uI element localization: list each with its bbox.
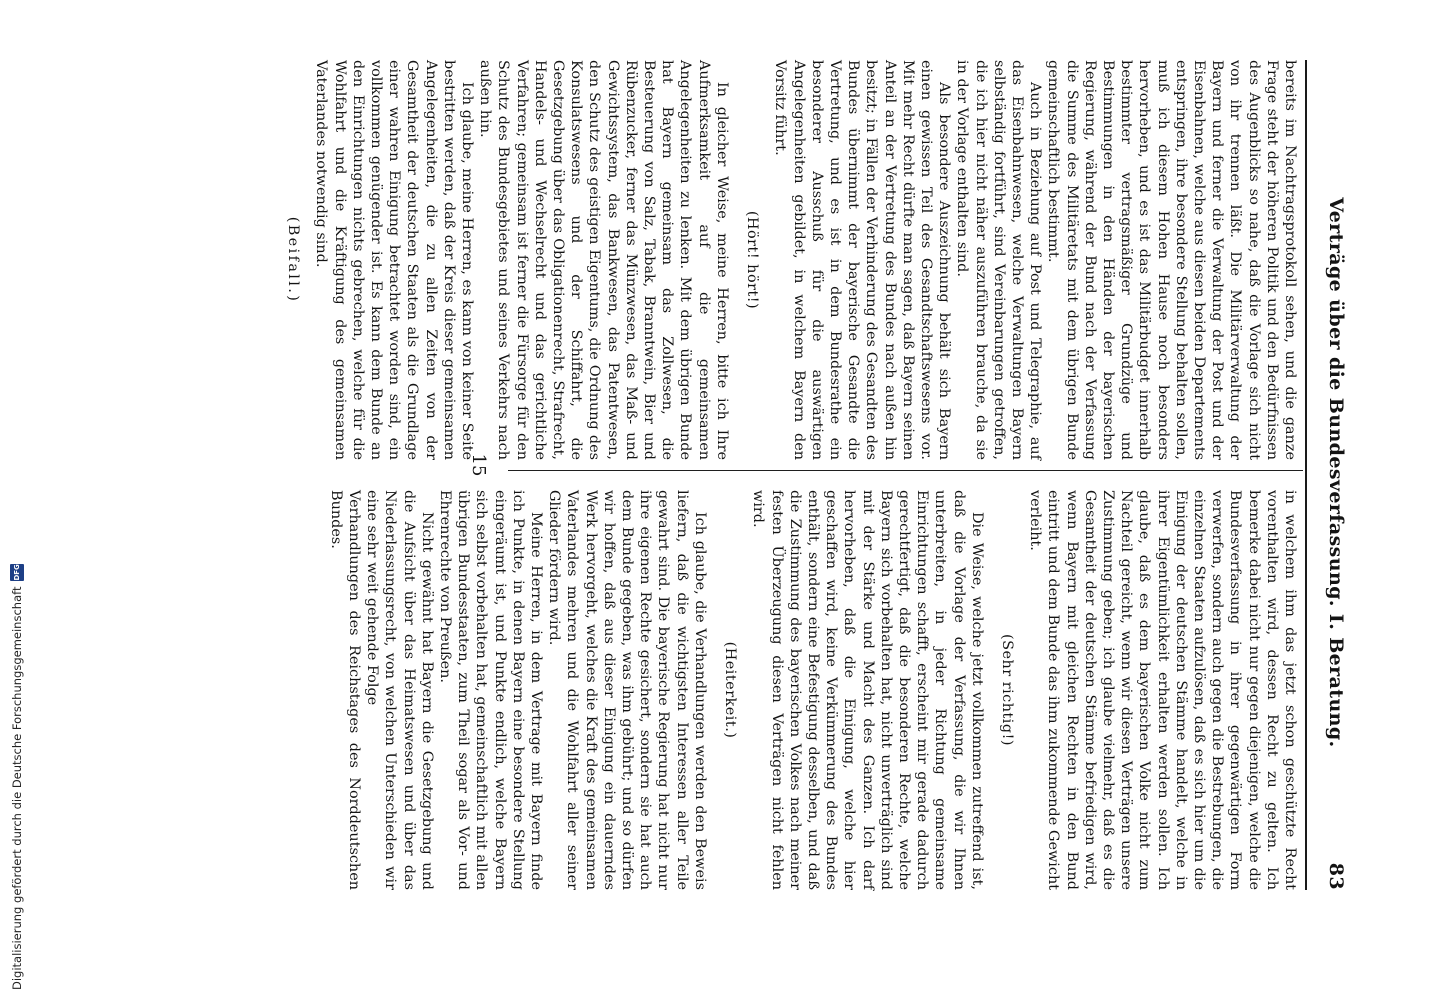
paragraph: Ich glaube, meine Herren, es kann von keiner Seite bestritten werden, daß der Kreis dieser gemeinsamen Angelegenheiten, die zu allen Zeiten von der Gesamtheit der deutschen Staaten als die Grundlage einer wahren Einigung betrachtet worden sind, ein vollkommen genügender ist. Es kann dem Bunde an den Einrichtungen nichts gebrechen, welche für die Wohlfahrt und die Kräftigung des gemeinsamen Vaterlandes notwendig sind.: [313, 60, 476, 460]
paragraph: in welchem ihm das jetzt schon geschützte Recht vorenthalten wird, dessen Recht zu gelten. Ich bemerke dabei nicht nur gegen diejenigen, welche die Bundesverfassung in ihrer gegenwärtigen Form verwerfen, sondern auch gegen die Bestrebungen, die einzelnen Staaten aufzulösen, daß es sich hier um die Einigung der deutschen Stämme handelt, welche in ihrer Eigentümlichkeit erhalten werden sollen. Ich glaube, daß es dem bayerischen Volke nicht zum Nachteil gereicht, wenn wir diesen Verträgen unsere Zustimmung geben; ich glaube vielmehr, daß es die Gesamtheit der deutschen Stämme befriedigen wird, wenn Bayern mit gleichen Rechten in den Bund eintritt und dem Bunde das ihm zukommende Gewicht verleiht.: [1027, 490, 1298, 890]
paragraph: Ich glaube, die Verhandlungen werden den Beweis liefern, daß die wichtigsten Interessen aller Teile gewahrt sind. Die bayerische Regierung hat nicht nur ihre eigenen Rechte gesichert, sondern sie hat auch dem Bunde gegeben, was ihm gebührt; und so dürfen wir hoffen, daß aus dieser Einigung ein dauerndes Werk hervorgeht, welches die Kraft des gemeinsamen Vaterlandes mehren und die Wohlfahrt aller seiner Glieder fördern wird.: [546, 490, 708, 890]
paragraph: Verhandlungen des Reichstages des Norddeutschen Bundes.: [327, 490, 363, 890]
column-divider: [508, 470, 1303, 471]
paragraph: Als besondere Auszeichnung behält sich Bayern einen gewissen Teil des Gesandtschaftswesens vor. Mit mehr Recht dürfte man sagen, daß Bayern seinen Anteil an der Vertretung des Bundes nach außen hin besitzt; in Fällen der Verhinderung des Gesandten des Bundes übernimmt der bayerische Gesandte die Vertretung, und es ist in dem Bundesrathe ein besonderer Ausschuß für die auswärtigen Angelegenheiten gebildet, in welchem Bayern den Vorsitz führt.: [772, 60, 953, 460]
right-text-column: [327, 490, 1299, 890]
paragraph: Meine Herren, in dem Vertrage mit Bayern finde ich Punkte, in denen Bayern eine besondere Stellung eingeräumt ist, und Punkte endlich, welche Bayern sich selbst vorbehalten hat, gemeinschaftlich mit allen übrigen Bundesstaaten, zum Theil sogar als Vor- und Ehrenrechte von Preußen.: [437, 490, 545, 890]
watermark-text: Digitalisierung gefördert durch die Deutsche Forschungsgemeinschaft: [10, 586, 24, 990]
paragraph: Nicht gewähnt hat Bayern die Gesetzgebung und die Aufsicht über das Heimatswesen und über das Niederlassungsrecht, von welchen Unterschieden wir eine sehr weit gehende Folge: [364, 490, 435, 890]
running-title: Verträge über die Bundesverfassung. I. Beratung.: [1325, 197, 1347, 748]
paragraph: bereits im Nachtragsprotokoll sehen, und die ganze Frage steht der höheren Politik und den Bedürfnissen des Augenblicks so nahe, daß die Vorlage sich nicht von ihr trennen läßt. Die Militärverwaltung der Bayern und ferner die Verwaltung der Post und der Eisenbahnen, welche aus diesen beiden Departements entspringen, ihre besondere Stellung behalten sollen, muß ich diesem Hohen Hause noch besonders hervorheben, und es ist das Militärbudget innerhalb bestimmter vertragsmäßiger Grundzüge und Bestimmungen in den Händen der bayerischen Regierung, während der Bund nach der Verfassung die Summe des Militäretats mit dem übrigen Bunde gemeinschaftlich bestimmt.: [1045, 60, 1298, 460]
paragraph: Die Weise, welche jetzt vollkommen zutreffend ist, daß die Vorlage der Verfassung, die wir Ihnen unterbreiten, in jeder Richtung gemeinsame Einrichtungen schafft, erscheint mir gerade dadurch gerechtfertigt, daß die besonderen Rechte, welche Bayern sich vorbehalten hat, nicht unverträglich sind mit der Stärke und Macht des Ganzen. Ich darf hervorheben, daß die Einigung, welche hier geschaffen wird, keine Verkümmerung des Bundes enthält, sondern eine Befestigung desselben, und daß die Zustimmung des bayerischen Volkes nach meiner festen Überzeugung diesen Verträgen nicht fehlen wird.: [750, 490, 985, 890]
applause-note: (Heiterkeit.): [722, 641, 739, 739]
header-page-number: 83: [1325, 862, 1347, 890]
applause-note: (Beifall.): [285, 216, 302, 304]
left-text-column: [285, 60, 1299, 460]
paragraph: Auch in Beziehung auf Post und Telegraphie, auf das Eisenbahnwesen, welche Verwaltungen Bayern selbständig fortführt, sind Vereinbarungen getroffen, die ich hier nicht näher auszuführen brauche, da sie in der Vorlage enthalten sind.: [954, 60, 1044, 460]
header-rule: [1305, 60, 1307, 890]
page-header: [1317, 55, 1347, 890]
dfg-logo-icon: DFG: [10, 564, 24, 580]
page-footer-number: 15: [468, 453, 489, 477]
applause-note: (Sehr richtig!): [998, 633, 1015, 746]
applause-note: (Hört! hört!): [744, 210, 761, 310]
paragraph: In gleicher Weise, meine Herren, bitte ich Ihre Aufmerksamkeit auf die gemeinsamen Angelegenheiten zu lenken. Mit dem übrigen Bunde hat Bayern gemeinsam das Zollwesen, die Besteuerung von Salz, Tabak, Branntwein, Bier und Rübenzucker, ferner das Münzwesen, das Maß- und Gewichtssystem, das Bankwesen, das Patentwesen, den Schutz des geistigen Eigentums, die Ordnung des Konsulatswesens und der Schiffahrt, die Gesetzgebung über das Obligationenrecht, Strafrecht, Handels- und Wechselrecht und das gerichtliche Verfahren; gemeinsam ist ferner die Fürsorge für den Schutz des Bundesgebietes und seines Verkehrs nach außen hin.: [477, 60, 730, 460]
digitization-watermark: [6, 564, 28, 990]
